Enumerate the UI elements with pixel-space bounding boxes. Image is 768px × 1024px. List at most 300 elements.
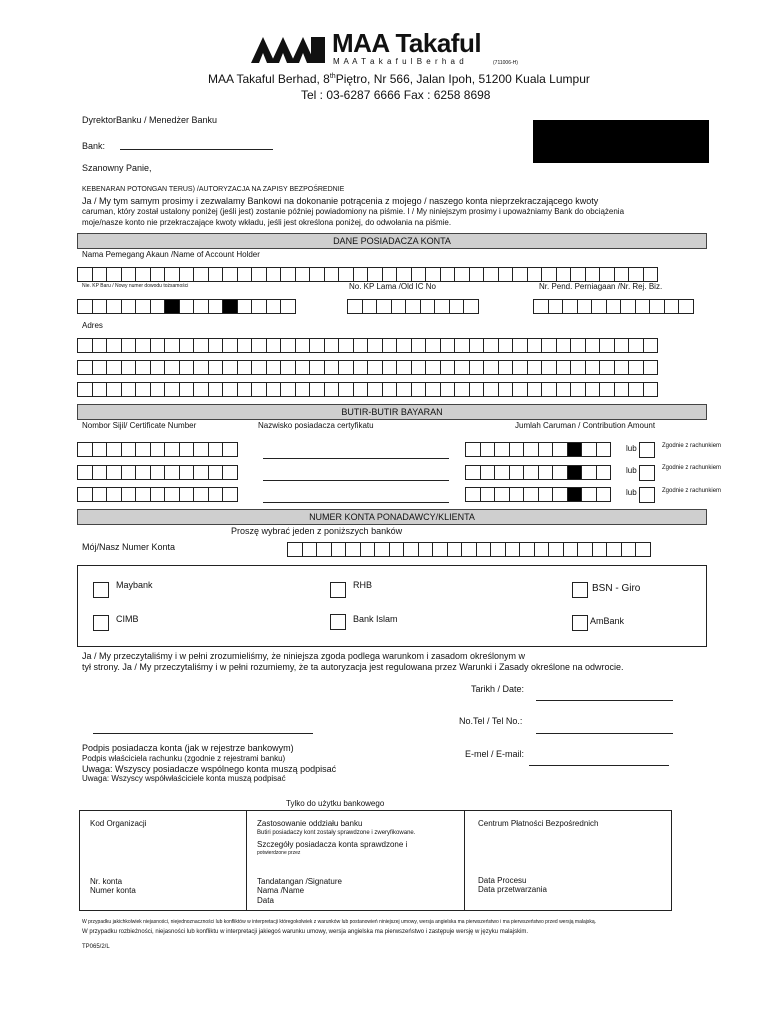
grid-cell[interactable] [150, 442, 166, 457]
certificate-holder-field-3[interactable] [263, 502, 449, 503]
grid-cell[interactable] [581, 465, 597, 480]
grid-cell[interactable] [251, 360, 267, 375]
grid-cell[interactable] [643, 360, 659, 375]
grid-cell[interactable] [465, 442, 481, 457]
certificate-number-grid-1[interactable] [77, 442, 237, 457]
grid-cell[interactable] [621, 542, 637, 557]
grid-cell[interactable] [425, 267, 441, 282]
grid-cell[interactable] [382, 360, 398, 375]
grid-cell[interactable] [324, 382, 340, 397]
grid-cell[interactable] [280, 338, 296, 353]
grid-cell[interactable] [577, 542, 593, 557]
grid-cell[interactable] [295, 267, 311, 282]
grid-cell[interactable] [581, 487, 597, 502]
address-grid-2[interactable] [77, 360, 657, 375]
grid-cell[interactable] [193, 299, 209, 314]
grid-cell[interactable] [577, 299, 593, 314]
grid-cell[interactable] [391, 299, 407, 314]
grid-cell[interactable] [208, 338, 224, 353]
grid-cell[interactable] [432, 542, 448, 557]
grid-cell[interactable] [193, 360, 209, 375]
cimb-checkbox[interactable] [93, 615, 109, 631]
business-reg-grid[interactable] [533, 299, 693, 314]
grid-cell[interactable] [135, 338, 151, 353]
grid-cell[interactable] [454, 338, 470, 353]
grid-cell[interactable] [548, 299, 564, 314]
grid-cell[interactable] [509, 442, 525, 457]
grid-cell[interactable] [465, 487, 481, 502]
grid-cell[interactable] [396, 360, 412, 375]
grid-cell[interactable] [599, 382, 615, 397]
grid-cell[interactable] [237, 360, 253, 375]
grid-cell[interactable] [523, 465, 539, 480]
grid-cell[interactable] [483, 382, 499, 397]
grid-cell[interactable] [106, 442, 122, 457]
grid-cell[interactable] [77, 487, 93, 502]
grid-cell[interactable] [222, 487, 238, 502]
grid-cell[interactable] [222, 267, 238, 282]
grid-cell[interactable] [106, 360, 122, 375]
grid-cell[interactable] [324, 338, 340, 353]
grid-cell[interactable] [563, 542, 579, 557]
grid-cell[interactable] [469, 382, 485, 397]
grid-cell[interactable] [465, 465, 481, 480]
grid-cell[interactable] [599, 360, 615, 375]
grid-cell[interactable] [596, 442, 612, 457]
grid-cell[interactable] [353, 267, 369, 282]
grid-cell[interactable] [121, 487, 137, 502]
grid-cell[interactable] [135, 382, 151, 397]
grid-cell[interactable] [643, 338, 659, 353]
grid-cell[interactable] [164, 487, 180, 502]
grid-cell[interactable] [585, 338, 601, 353]
grid-cell[interactable] [599, 267, 615, 282]
grid-cell[interactable] [309, 338, 325, 353]
grid-cell[interactable] [505, 542, 521, 557]
grid-cell[interactable] [367, 382, 383, 397]
grid-cell[interactable] [106, 299, 122, 314]
grid-cell[interactable] [295, 382, 311, 397]
grid-cell[interactable] [222, 382, 238, 397]
grid-cell[interactable] [222, 360, 238, 375]
grid-cell[interactable] [287, 542, 303, 557]
grid-cell[interactable] [367, 360, 383, 375]
grid-cell[interactable] [121, 299, 137, 314]
grid-cell[interactable] [367, 338, 383, 353]
grid-cell[interactable] [150, 382, 166, 397]
grid-cell[interactable] [208, 299, 224, 314]
grid-cell[interactable] [237, 382, 253, 397]
grid-cell[interactable] [382, 382, 398, 397]
grid-cell[interactable] [338, 338, 354, 353]
per-bill-checkbox-3[interactable] [639, 487, 655, 503]
email-field[interactable] [529, 765, 669, 766]
grid-cell[interactable] [309, 360, 325, 375]
grid-cell[interactable] [77, 465, 93, 480]
grid-cell[interactable] [498, 267, 514, 282]
grid-cell[interactable] [556, 338, 572, 353]
grid-cell[interactable] [266, 299, 282, 314]
grid-cell[interactable] [338, 267, 354, 282]
grid-cell[interactable] [512, 382, 528, 397]
grid-cell[interactable] [440, 382, 456, 397]
per-bill-checkbox-2[interactable] [639, 465, 655, 481]
grid-cell[interactable] [77, 382, 93, 397]
grid-cell[interactable] [222, 465, 238, 480]
grid-cell[interactable] [309, 267, 325, 282]
grid-cell[interactable] [389, 542, 405, 557]
grid-cell[interactable] [541, 338, 557, 353]
grid-cell[interactable] [635, 542, 651, 557]
grid-cell[interactable] [193, 465, 209, 480]
grid-cell[interactable] [396, 338, 412, 353]
grid-cell[interactable] [208, 382, 224, 397]
grid-cell[interactable] [570, 338, 586, 353]
grid-cell[interactable] [106, 382, 122, 397]
grid-cell[interactable] [599, 338, 615, 353]
grid-cell[interactable] [548, 542, 564, 557]
grid-cell[interactable] [92, 360, 108, 375]
grid-cell[interactable] [498, 338, 514, 353]
grid-cell[interactable] [179, 442, 195, 457]
grid-cell[interactable] [150, 465, 166, 480]
grid-cell[interactable] [251, 267, 267, 282]
grid-cell[interactable] [280, 299, 296, 314]
grid-cell[interactable] [509, 465, 525, 480]
grid-cell[interactable] [523, 442, 539, 457]
grid-cell[interactable] [643, 267, 659, 282]
grid-cell[interactable] [454, 382, 470, 397]
grid-cell[interactable] [135, 360, 151, 375]
grid-cell[interactable] [92, 487, 108, 502]
address-grid-3[interactable] [77, 382, 657, 397]
grid-cell[interactable] [92, 382, 108, 397]
grid-cell[interactable] [353, 360, 369, 375]
grid-cell[interactable] [193, 487, 209, 502]
grid-cell[interactable] [324, 360, 340, 375]
grid-cell[interactable] [121, 442, 137, 457]
grid-cell[interactable] [635, 299, 651, 314]
grid-cell[interactable] [480, 442, 496, 457]
certificate-holder-field-1[interactable] [263, 458, 449, 459]
grid-cell[interactable] [570, 382, 586, 397]
grid-cell[interactable] [494, 465, 510, 480]
grid-cell[interactable] [179, 267, 195, 282]
grid-cell[interactable] [411, 267, 427, 282]
grid-cell[interactable] [483, 338, 499, 353]
account-holder-name-grid[interactable] [77, 267, 657, 282]
maybank-checkbox[interactable] [93, 582, 109, 598]
grid-cell[interactable] [150, 338, 166, 353]
grid-cell[interactable] [280, 360, 296, 375]
grid-cell[interactable] [92, 267, 108, 282]
grid-cell[interactable] [440, 267, 456, 282]
grid-cell[interactable] [523, 487, 539, 502]
grid-cell[interactable] [360, 542, 376, 557]
grid-cell[interactable] [585, 382, 601, 397]
grid-cell[interactable] [596, 487, 612, 502]
grid-cell[interactable] [581, 442, 597, 457]
grid-cell[interactable] [338, 360, 354, 375]
grid-cell[interactable] [179, 360, 195, 375]
grid-cell[interactable] [338, 382, 354, 397]
grid-cell[interactable] [208, 267, 224, 282]
grid-cell[interactable] [454, 267, 470, 282]
grid-cell[interactable] [150, 299, 166, 314]
grid-cell[interactable] [280, 267, 296, 282]
grid-cell[interactable] [591, 299, 607, 314]
grid-cell[interactable] [135, 442, 151, 457]
new-ic-grid[interactable] [77, 299, 295, 314]
grid-cell[interactable] [614, 382, 630, 397]
grid-cell[interactable] [570, 360, 586, 375]
grid-cell[interactable] [331, 542, 347, 557]
grid-cell[interactable] [106, 338, 122, 353]
grid-cell[interactable] [266, 338, 282, 353]
grid-cell[interactable] [592, 542, 608, 557]
grid-cell[interactable] [440, 360, 456, 375]
grid-cell[interactable] [538, 487, 554, 502]
grid-cell[interactable] [628, 360, 644, 375]
grid-cell[interactable] [606, 542, 622, 557]
grid-cell[interactable] [490, 542, 506, 557]
ambank-checkbox[interactable] [572, 615, 588, 631]
old-ic-grid[interactable] [347, 299, 478, 314]
grid-cell[interactable] [512, 267, 528, 282]
grid-cell[interactable] [347, 299, 363, 314]
grid-cell[interactable] [251, 382, 267, 397]
grid-cell[interactable] [498, 360, 514, 375]
grid-cell[interactable] [620, 299, 636, 314]
grid-cell[interactable] [193, 382, 209, 397]
grid-cell[interactable] [411, 338, 427, 353]
grid-cell[interactable] [552, 442, 568, 457]
grid-cell[interactable] [295, 338, 311, 353]
grid-cell[interactable] [606, 299, 622, 314]
grid-cell[interactable] [678, 299, 694, 314]
grid-cell[interactable] [164, 267, 180, 282]
grid-cell[interactable] [527, 382, 543, 397]
grid-cell[interactable] [556, 360, 572, 375]
grid-cell[interactable] [538, 442, 554, 457]
grid-cell[interactable] [135, 299, 151, 314]
grid-cell[interactable] [208, 360, 224, 375]
grid-cell[interactable] [150, 267, 166, 282]
grid-cell[interactable] [251, 338, 267, 353]
grid-cell[interactable] [121, 465, 137, 480]
grid-cell[interactable] [302, 542, 318, 557]
grid-cell[interactable] [324, 267, 340, 282]
grid-cell[interactable] [534, 542, 550, 557]
grid-cell[interactable] [567, 442, 583, 457]
grid-cell[interactable] [382, 338, 398, 353]
grid-cell[interactable] [403, 542, 419, 557]
grid-cell[interactable] [208, 465, 224, 480]
grid-cell[interactable] [556, 382, 572, 397]
grid-cell[interactable] [237, 267, 253, 282]
grid-cell[interactable] [382, 267, 398, 282]
bank-name-field[interactable] [120, 149, 273, 150]
grid-cell[interactable] [469, 360, 485, 375]
grid-cell[interactable] [461, 542, 477, 557]
grid-cell[interactable] [121, 360, 137, 375]
grid-cell[interactable] [418, 542, 434, 557]
grid-cell[interactable] [280, 382, 296, 397]
grid-cell[interactable] [135, 465, 151, 480]
grid-cell[interactable] [425, 360, 441, 375]
grid-cell[interactable] [77, 360, 93, 375]
grid-cell[interactable] [454, 360, 470, 375]
grid-cell[interactable] [77, 442, 93, 457]
grid-cell[interactable] [494, 487, 510, 502]
certificate-holder-field-2[interactable] [263, 480, 449, 481]
grid-cell[interactable] [367, 267, 383, 282]
grid-cell[interactable] [480, 465, 496, 480]
grid-cell[interactable] [552, 465, 568, 480]
grid-cell[interactable] [266, 267, 282, 282]
grid-cell[interactable] [476, 542, 492, 557]
grid-cell[interactable] [469, 267, 485, 282]
grid-cell[interactable] [106, 487, 122, 502]
grid-cell[interactable] [237, 338, 253, 353]
grid-cell[interactable] [396, 267, 412, 282]
grid-cell[interactable] [295, 360, 311, 375]
grid-cell[interactable] [519, 542, 535, 557]
grid-cell[interactable] [164, 360, 180, 375]
grid-cell[interactable] [222, 299, 238, 314]
grid-cell[interactable] [512, 360, 528, 375]
grid-cell[interactable] [480, 487, 496, 502]
grid-cell[interactable] [585, 267, 601, 282]
grid-cell[interactable] [150, 360, 166, 375]
grid-cell[interactable] [420, 299, 436, 314]
grid-cell[interactable] [411, 360, 427, 375]
grid-cell[interactable] [179, 465, 195, 480]
grid-cell[interactable] [222, 442, 238, 457]
grid-cell[interactable] [396, 382, 412, 397]
grid-cell[interactable] [628, 267, 644, 282]
grid-cell[interactable] [509, 487, 525, 502]
grid-cell[interactable] [541, 382, 557, 397]
grid-cell[interactable] [237, 299, 253, 314]
grid-cell[interactable] [353, 382, 369, 397]
grid-cell[interactable] [483, 267, 499, 282]
contribution-amount-grid-1[interactable] [465, 442, 610, 457]
grid-cell[interactable] [106, 267, 122, 282]
grid-cell[interactable] [527, 338, 543, 353]
contribution-amount-grid-2[interactable] [465, 465, 610, 480]
grid-cell[interactable] [527, 360, 543, 375]
certificate-number-grid-2[interactable] [77, 465, 237, 480]
grid-cell[interactable] [405, 299, 421, 314]
grid-cell[interactable] [179, 338, 195, 353]
grid-cell[interactable] [77, 338, 93, 353]
grid-cell[interactable] [362, 299, 378, 314]
grid-cell[interactable] [208, 487, 224, 502]
account-number-grid[interactable] [287, 542, 650, 557]
grid-cell[interactable] [92, 442, 108, 457]
grid-cell[interactable] [527, 267, 543, 282]
grid-cell[interactable] [179, 382, 195, 397]
grid-cell[interactable] [567, 487, 583, 502]
grid-cell[interactable] [512, 338, 528, 353]
grid-cell[interactable] [208, 442, 224, 457]
grid-cell[interactable] [434, 299, 450, 314]
grid-cell[interactable] [92, 338, 108, 353]
grid-cell[interactable] [193, 267, 209, 282]
grid-cell[interactable] [121, 338, 137, 353]
grid-cell[interactable] [628, 382, 644, 397]
bsn-checkbox[interactable] [572, 582, 588, 598]
grid-cell[interactable] [164, 442, 180, 457]
grid-cell[interactable] [251, 299, 267, 314]
grid-cell[interactable] [164, 299, 180, 314]
grid-cell[interactable] [92, 465, 108, 480]
grid-cell[interactable] [164, 382, 180, 397]
grid-cell[interactable] [164, 338, 180, 353]
grid-cell[interactable] [494, 442, 510, 457]
grid-cell[interactable] [135, 487, 151, 502]
contribution-amount-grid-3[interactable] [465, 487, 610, 502]
grid-cell[interactable] [440, 338, 456, 353]
grid-cell[interactable] [585, 360, 601, 375]
address-grid-1[interactable] [77, 338, 657, 353]
grid-cell[interactable] [193, 442, 209, 457]
grid-cell[interactable] [345, 542, 361, 557]
grid-cell[interactable] [538, 465, 554, 480]
grid-cell[interactable] [266, 382, 282, 397]
grid-cell[interactable] [425, 382, 441, 397]
grid-cell[interactable] [498, 382, 514, 397]
grid-cell[interactable] [449, 299, 465, 314]
per-bill-checkbox-1[interactable] [639, 442, 655, 458]
tel-field[interactable] [536, 733, 673, 734]
date-field[interactable] [536, 700, 673, 701]
signature-field[interactable] [93, 733, 313, 734]
grid-cell[interactable] [447, 542, 463, 557]
grid-cell[interactable] [92, 299, 108, 314]
grid-cell[interactable] [469, 338, 485, 353]
grid-cell[interactable] [77, 299, 93, 314]
grid-cell[interactable] [121, 267, 137, 282]
bank-islam-checkbox[interactable] [330, 614, 346, 630]
rhb-checkbox[interactable] [330, 582, 346, 598]
grid-cell[interactable] [411, 382, 427, 397]
grid-cell[interactable] [614, 267, 630, 282]
grid-cell[interactable] [483, 360, 499, 375]
grid-cell[interactable] [425, 338, 441, 353]
grid-cell[interactable] [164, 465, 180, 480]
grid-cell[interactable] [135, 267, 151, 282]
certificate-number-grid-3[interactable] [77, 487, 237, 502]
grid-cell[interactable] [150, 487, 166, 502]
grid-cell[interactable] [376, 299, 392, 314]
grid-cell[interactable] [193, 338, 209, 353]
grid-cell[interactable] [121, 382, 137, 397]
grid-cell[interactable] [556, 267, 572, 282]
grid-cell[interactable] [552, 487, 568, 502]
grid-cell[interactable] [570, 267, 586, 282]
grid-cell[interactable] [614, 360, 630, 375]
grid-cell[interactable] [643, 382, 659, 397]
grid-cell[interactable] [77, 267, 93, 282]
grid-cell[interactable] [649, 299, 665, 314]
grid-cell[interactable] [374, 542, 390, 557]
grid-cell[interactable] [266, 360, 282, 375]
grid-cell[interactable] [222, 338, 238, 353]
grid-cell[interactable] [567, 465, 583, 480]
grid-cell[interactable] [596, 465, 612, 480]
